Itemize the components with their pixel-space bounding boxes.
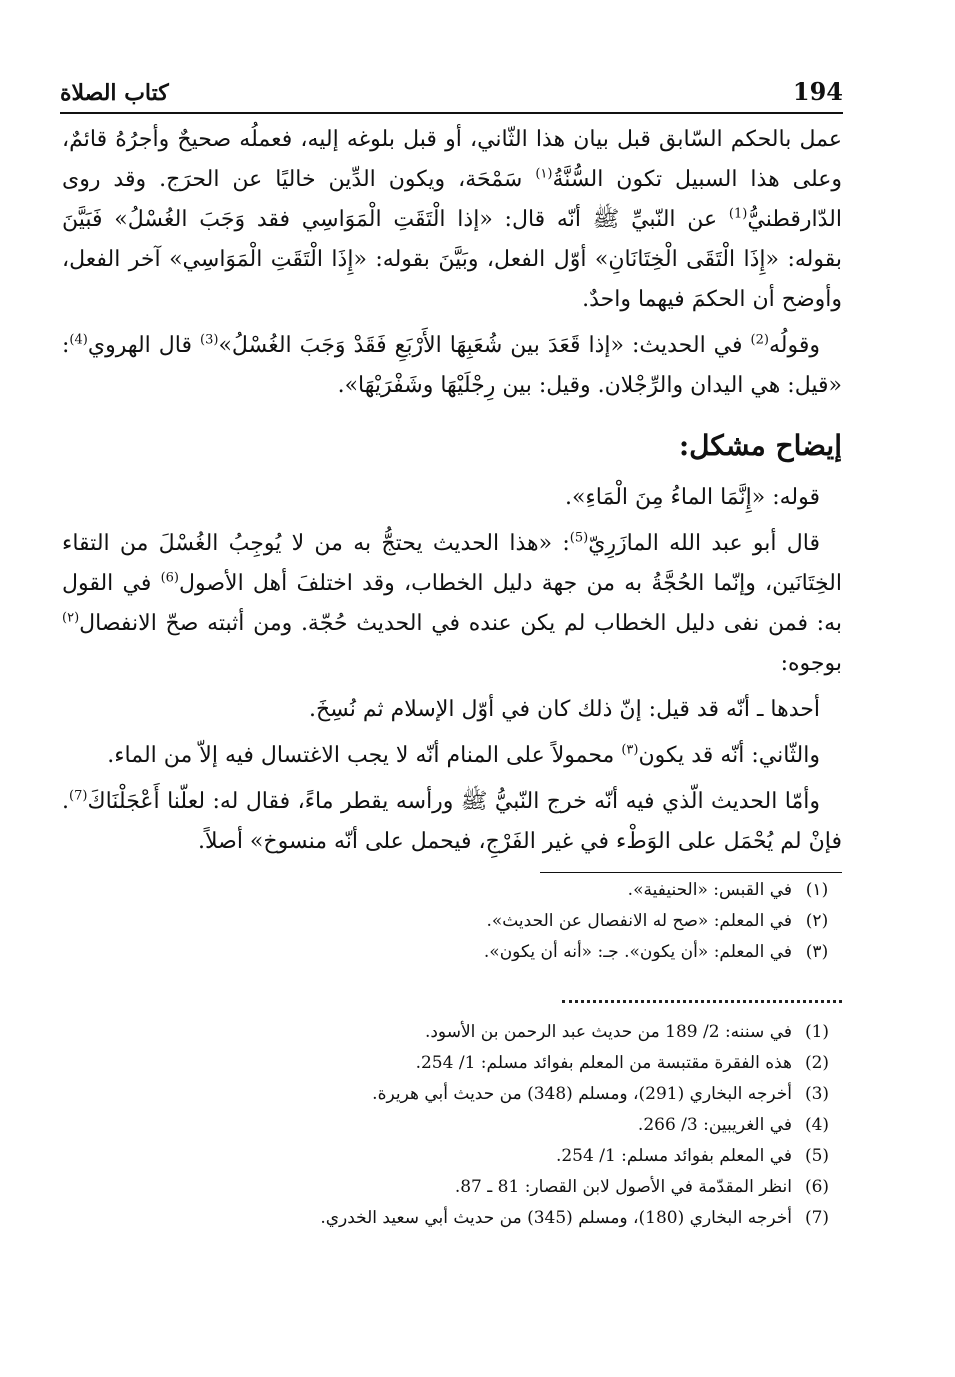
paragraph-1-text-b: سَمْحَة، ويكون الدِّين خاليًا عن الحرَج. وقد روى الدّارقطنيُّ: [62, 167, 842, 232]
book-title: كتاب الصلاة: [60, 80, 169, 106]
footnote-number: (٢): [805, 911, 829, 931]
footnote-number: (5): [804, 1146, 830, 1166]
section-heading: إيضاح مشكل:: [678, 429, 842, 462]
footnote-item: [120, 1084, 842, 1115]
footnote-text: في سننه: 2/ 189 من حديث عبد الرحمن بن الأسود.: [424, 1022, 792, 1042]
paragraph-6-text-b: محمولاً على المنام أنّه لا يجب الاغتسال فيه إلاّ من الماء.: [107, 743, 622, 768]
footnote-text: انظر المقدّمة في الأصول لابن القصار: 81 ـ 87.: [454, 1177, 792, 1197]
footnote-item: [120, 1022, 842, 1053]
footnote-item: [120, 1053, 842, 1084]
footnote-text: هذه الفقرة مقتبسة من المعلم بفوائد مسلم: 1/ 254.: [415, 1053, 792, 1073]
footnote-ref: (5): [569, 530, 589, 546]
footnote-item: [120, 1146, 842, 1177]
paragraph-1-text-c: عن النّبيِّ ﷺ أنّه قال: «إذا الْتَقَتِ الْمَوَاسِي فقد وَجَبَ الغُسْلُ» فَبَيَّنَ بقوله: «إِذَا الْتَقَى الْخِتَانَانِ» أوّل الفعل، وبَيَّنَ بقوله: «إِذَا الْتَقَتِ الْمَوَاسِي» آخر الفعل، وأوضح أن الحكمَ فيهما واحدٌ.: [62, 207, 842, 312]
paragraph-2-text-d: : «قيل: هي اليدان والرِّجْلان. وقيل: بين رِجْلَيْهَا وشَفْرَيْهَا».: [62, 333, 842, 398]
footnote-ref: (7): [69, 788, 88, 804]
footnote-number: (7): [804, 1208, 830, 1228]
paragraph-2-text-a: وقولُه: [768, 333, 820, 358]
footnote-text: في المعلم بفوائد مسلم: 1/ 254.: [555, 1146, 792, 1166]
footnotes-editor: [120, 880, 842, 973]
paragraph-3: قوله: «إِنَّمَا الماءُ مِنَ الْمَاءِ».: [564, 485, 820, 510]
footnote-number: (6): [804, 1177, 830, 1197]
main-text: [62, 120, 842, 868]
footnote-item: [120, 1208, 842, 1239]
page-number: 194: [792, 77, 843, 106]
paragraph-7-text-b: . فإنْ لم يُحْمَل على الوَطْء في غير الفَرْجِ، فيحمل على أنّه منسوخ» أصلاً.: [62, 789, 842, 854]
footnote-number: (١): [805, 880, 829, 900]
footnote-ref: (2): [750, 332, 769, 348]
footnote-number: (4): [804, 1115, 830, 1135]
paragraph-2-text-b: في الحديث: «إذا قَعَدَ بين شُعَبِهَا الأَرْبَعِ فَقَدْ وَجَبَ الغُسْلُ»: [218, 333, 751, 358]
footnote-number: (2): [804, 1053, 830, 1073]
footnote-item: [120, 880, 842, 911]
paragraph-4-text-a: قال أبو عبد الله المازَرِيّ: [588, 531, 820, 556]
footnote-item: [120, 911, 842, 942]
footnote-ref: (١): [535, 166, 553, 182]
footnote-ref: (6): [160, 570, 179, 586]
footnote-item: [120, 1177, 842, 1208]
paragraph-2: [62, 326, 842, 406]
paragraph-2-text-c: قال الهروي: [87, 333, 201, 358]
footnote-text: أخرجه البخاري (180)، ومسلم (345) من حديث أبي سعيد الخدري.: [320, 1208, 792, 1228]
footnote-text: في الغريبين: 3/ 266.: [637, 1115, 792, 1135]
footnote-ref: (1): [728, 206, 748, 222]
footnote-ref: (٣): [621, 742, 639, 758]
paragraph-4: [62, 524, 842, 684]
footnote-number: (3): [804, 1084, 830, 1104]
footnote-item: [120, 942, 842, 973]
paragraph-6: [62, 736, 842, 776]
footnote-number: (1): [804, 1022, 830, 1042]
paragraph-4-text-b: : «هذا الحديث يحتجُّ به من لا يُوجِبُ الغُسْلَ من التقاء الخِتَانَين، وإنّما الحُجَّةُ به من جهة دليل الخطاب، وقد اختلفَ أهل الأصول: [62, 531, 842, 596]
paragraph-6-text-a: والثّاني: أنّه قد يكون: [638, 743, 820, 768]
header-rule: [60, 112, 843, 114]
footnote-number: (٣): [805, 942, 829, 962]
paragraph-7: [62, 782, 842, 862]
footnote-item: [120, 1115, 842, 1146]
paragraph-4-text-c: في القول به: فمن نفى دليل الخطاب لم يكن عنده في الحديث حُجّة. ومن أثبته صحّ الانفصال: [62, 571, 842, 636]
footnote-ref: (٢): [62, 610, 80, 626]
footnote-text: في المعلم: «أن يكون». جـ: «أنه أن يكون».: [483, 942, 792, 962]
paragraph-1: [62, 120, 842, 320]
paragraph-4-text-d: بوجوه:: [780, 651, 842, 676]
paragraph-7-text-a: وأمّا الحديث الّذي فيه أنّه خرج النّبيُّ ﷺ ورأسه يقطر ماءً، فقال له: لعلّنا أَعْجَلْنَاكَ: [87, 789, 820, 814]
paragraph-5: أحدها ـ أنّه قد قيل: إنّ ذلك كان في أوّل الإسلام ثم نُسِخَ.: [308, 697, 820, 722]
dotted-separator: [562, 1000, 842, 1009]
footnote-text: في المعلم: «صح له الانفصال عن الحديث».: [486, 911, 792, 931]
page-header: [60, 66, 843, 106]
footnote-text: في القبس: «الحنيفية».: [627, 880, 792, 900]
footnote-text: أخرجه البخاري (291)، ومسلم (348) من حديث أبي هريرة.: [372, 1084, 792, 1104]
paragraph-1-text-a: عمل بالحكم السّابق قبل بيان هذا الثّاني، أو قبل بلوغه إليه، فعملُه صحيحٌ وأجرُهُ قائمٌ، وعلى هذا السبيل تكون السُّنَّةُ: [62, 127, 842, 192]
footnote-ref: (3): [200, 332, 219, 348]
footnote-separator: [540, 872, 842, 873]
footnotes-author: [120, 1022, 842, 1239]
footnote-ref: (4): [69, 332, 88, 348]
